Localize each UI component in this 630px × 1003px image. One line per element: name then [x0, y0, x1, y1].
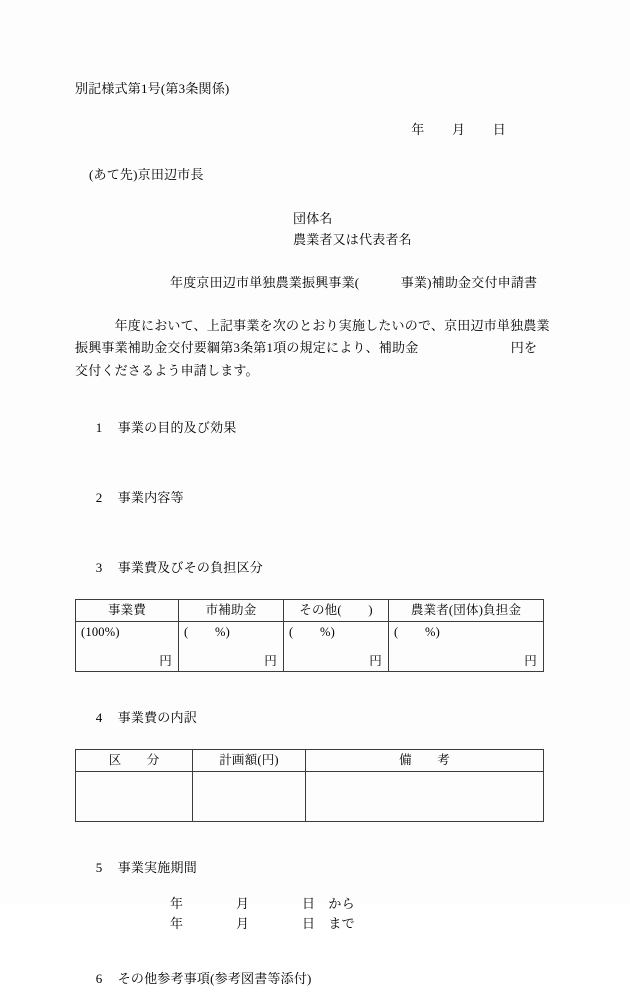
- cost-percent-city-subsidy: ( %): [184, 625, 230, 640]
- cost-cell-project-cost[interactable]: [76, 622, 179, 672]
- application-statement: 年度において、上記事業を次のとおり実施したいので、京田辺市単独農業振興事業補助金交付要綱第3条第1項の規定により、補助金 円を交付くださるよう申請します。: [75, 318, 550, 378]
- breakdown-cell-remarks[interactable]: [306, 772, 544, 822]
- section-4-heading: 事業費の内訳: [117, 710, 197, 726]
- section-5: [75, 841, 550, 892]
- cost-percent-other: ( %): [289, 625, 335, 640]
- section-2-heading: 事業内容等: [117, 490, 184, 506]
- section-6-number: 6: [95, 971, 103, 987]
- breakdown-header-row: [76, 750, 544, 772]
- section-5-heading: 事業実施期間: [117, 860, 197, 876]
- period-to-line: 年 月 日 まで: [170, 915, 355, 931]
- section-4: [75, 691, 550, 742]
- cost-percent-project-cost: (100%): [81, 625, 120, 640]
- implementation-period-block: [75, 894, 550, 933]
- cost-burden-table: [75, 599, 544, 672]
- cost-cell-other[interactable]: [284, 622, 389, 672]
- section-3: [75, 541, 550, 592]
- section-1-heading: 事業の目的及び効果: [117, 420, 237, 436]
- cost-unit-project-cost: 円: [159, 654, 172, 669]
- cost-unit-farmer-share: 円: [524, 654, 537, 669]
- section-6-heading: その他参考事項(参考図書等添付): [117, 971, 312, 987]
- cost-header-farmer-share: 農業者(団体)負担金: [389, 600, 544, 622]
- section-2-number: 2: [95, 490, 103, 506]
- form-number: 別記様式第1号(第3条関係): [75, 81, 230, 96]
- document-title: 年度京田辺市単独農業振興事業( 事業)補助金交付申請書: [170, 275, 538, 291]
- section-4-number: 4: [95, 710, 103, 726]
- table-row: [76, 772, 544, 822]
- period-from-line: 年 月 日 から: [170, 896, 355, 912]
- representative-name-label: 農業者又は代表者名: [293, 232, 412, 248]
- breakdown-header-planned-amount: 計画額(円): [193, 750, 306, 772]
- cost-table-value-row: [76, 622, 544, 672]
- section-3-number: 3: [95, 560, 103, 576]
- cost-percent-farmer-share: ( %): [394, 625, 440, 640]
- section-1-number: 1: [95, 420, 103, 436]
- cost-header-project-cost: 事業費: [76, 600, 179, 622]
- cost-breakdown-table: [75, 749, 544, 822]
- breakdown-cell-category[interactable]: [76, 772, 193, 822]
- section-3-heading: 事業費及びその負担区分: [117, 560, 263, 576]
- cost-cell-city-subsidy[interactable]: [179, 622, 284, 672]
- addressee-line: (あて先)京田辺市長: [89, 167, 204, 182]
- cost-table-header-row: [76, 600, 544, 622]
- cost-cell-farmer-share[interactable]: [389, 622, 544, 672]
- breakdown-cell-planned-amount[interactable]: [193, 772, 306, 822]
- section-6: [75, 952, 550, 1003]
- section-2: [75, 471, 550, 522]
- section-1: [75, 401, 550, 452]
- date-line: 年 月 日: [411, 122, 506, 137]
- breakdown-header-category: 区 分: [76, 750, 193, 772]
- cost-unit-other: 円: [369, 654, 382, 669]
- section-5-number: 5: [95, 860, 103, 876]
- cost-header-city-subsidy: 市補助金: [179, 600, 284, 622]
- cost-header-other: その他( ): [284, 600, 389, 622]
- cost-unit-city-subsidy: 円: [264, 654, 277, 669]
- organization-name-label: 団体名: [293, 211, 333, 226]
- applicant-block: [75, 208, 550, 250]
- breakdown-header-remarks: 備 考: [306, 750, 544, 772]
